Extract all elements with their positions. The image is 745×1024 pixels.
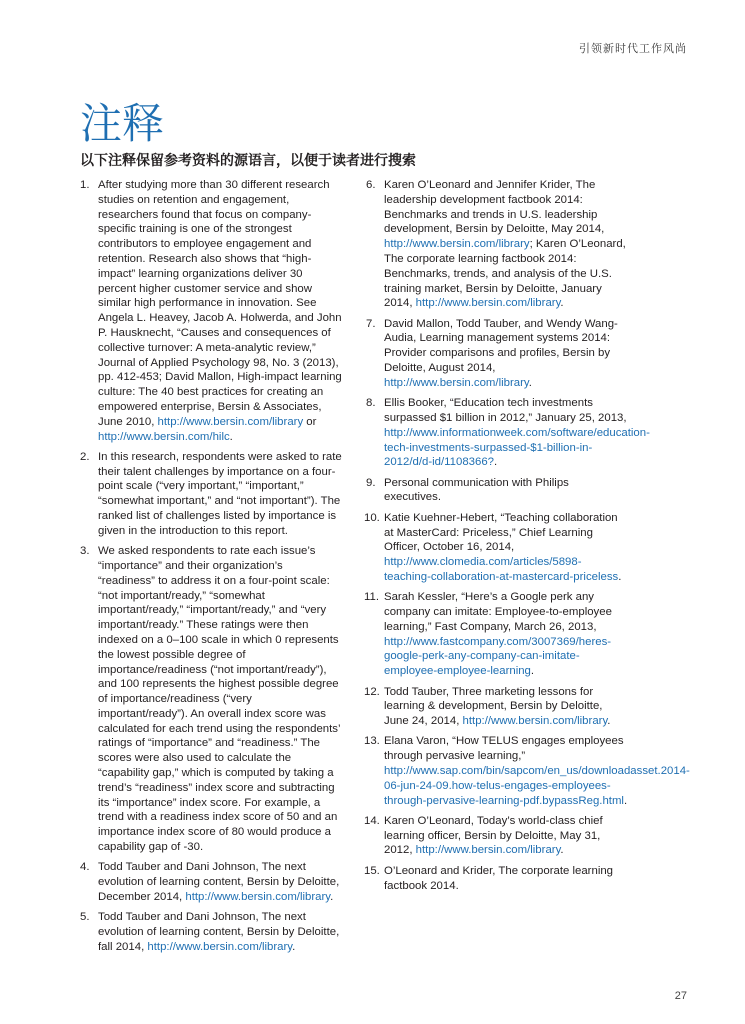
reference-link[interactable]: http://www.bersin.com/library (462, 715, 608, 728)
running-header: 引领新时代工作风尚 (579, 42, 687, 55)
endnote-item (366, 317, 628, 391)
endnote-text: Todd Tauber, Three marketing lessons for learning & development, Bersin by Deloitte, June 24, 2014, (384, 685, 603, 728)
endnote-number: 2. (80, 450, 90, 463)
endnote-number: 11. (364, 591, 379, 604)
endnote-text: We asked respondents to rate each issue’s “importance” and their organization’s “readiness” to address it on a four-point scale: “not important/ready,” “somewhat important/ready,” “important/ready,” and “very important/ready.” These ratings were then indexed on a 0–100 scale in which 0 represents the lowest possible degree of importance/readiness (“not important/ready”), and 100 represents the highest possible degree of importance/readiness (“very important/ready”). An overall index score was calculated for each trend using the respondents’ ratings of “importance” and “readiness.” The scores were also used to calculate the “capability gap,” which is computed by taking a trend’s “readiness” index score and subtracting its “importance” index score. For example, a trend with a readiness index score of 50 and an importance index score of 80 would produce a capability gap of -30. (98, 545, 341, 854)
endnote-number: 6. (366, 179, 376, 191)
reference-link[interactable]: http://www.bersin.com/library (384, 238, 530, 251)
endnote-number: 9. (366, 476, 376, 489)
endnote-number: 5. (80, 911, 90, 924)
reference-link[interactable]: http://www.bersin.com/library (147, 940, 293, 953)
endnote-text: Karen O’Leonard and Jennifer Krider, The leadership development factbook 2014: Benchmarks and trends in U.S. leadership development, Bersin by Deloitte, May 2014, (384, 179, 605, 236)
endnote-text: Katie Kuehner-Hebert, “Teaching collaboration at MasterCard: Priceless,” Chief Learning Officer, October 16, 2014, (384, 511, 618, 554)
reference-link[interactable]: http://www.clomedia.com/articles/5898-teaching-collaboration-at-mastercard-priceless (384, 556, 619, 583)
endnote-item (80, 450, 342, 539)
page-number: 27 (674, 990, 687, 1002)
endnote-item (366, 396, 650, 470)
endnote-text: Todd Tauber and Dani Johnson, The next evolution of learning content, Bersin by Deloitte, fall 2014, (98, 911, 340, 953)
endnote-number: 15. (364, 864, 380, 877)
endnote-text: Personal communication with Philips executives. (384, 476, 569, 504)
endnote-item (366, 814, 628, 858)
reference-link[interactable]: http://www.bersin.com/library (415, 297, 561, 310)
endnote-text: . (292, 940, 296, 953)
endnote-text: Todd Tauber and Dani Johnson, The next evolution of learning content, Bersin by Deloitte, December 2014, (98, 861, 340, 903)
endnote-text: Karen O’Leonard, Today’s world-class chief learning officer, Bersin by Deloitte, May 31, 2012, (384, 814, 603, 857)
endnote-text: . (607, 715, 611, 728)
endnote-item (366, 178, 628, 311)
endnote-text: Sarah Kessler, “Here’s a Google perk any company can imitate: Employee-to-employee learning,” Fast Company, March 26, 2013, (384, 591, 612, 633)
endnote-item (366, 685, 628, 729)
endnote-text: . (528, 376, 532, 389)
reference-link[interactable]: http://www.bersin.com/library (415, 844, 561, 857)
endnote-text: Elana Varon, “How TELUS engages employees through pervasive learning,” (384, 735, 624, 763)
endnote-item (80, 178, 342, 444)
endnote-text: . (623, 794, 628, 807)
reference-link[interactable]: http://www.informationweek.com/software/education-tech-investments-surpassed-$1-billion-in-2012/d/d-id/1108366? (384, 426, 650, 469)
endnote-text: In this research, respondents were asked to rate their talent challenges by importance on a four-point scale (“very important,” “important,” “somewhat important,” and “not important”). The ranked list of challenges listed by importance is given in the introduction to this report. (98, 450, 342, 537)
endnote-number: 13. (364, 735, 380, 748)
endnote-item (366, 590, 628, 679)
endnote-text: or (303, 415, 317, 428)
endnote-item (366, 864, 628, 894)
endnote-number: 8. (366, 397, 376, 410)
page-subtitle: 以下注释保留参考资料的源语言，以便于读者进行搜索 (80, 153, 416, 169)
endnote-text: . (560, 844, 564, 857)
endnote-text: David Mallon, Todd Tauber, and Wendy Wang-Audia, Learning management systems 2014: Provider comparisons and profiles, Bersin by Deloitte, August 2014, (384, 317, 618, 375)
endnote-number: 1. (80, 179, 90, 191)
endnote-text: Ellis Booker, “Education tech investments surpassed $1 billion in 2012,” January 25, 2013, (384, 397, 627, 424)
reference-link[interactable]: http://www.bersin.com/library (185, 890, 331, 903)
endnote-text: ; Karen O’Leonard, The corporate learning factbook 2014: Benchmarks, trends, and analysis of the U.S. training market, Bersin by Deloitte, January 2014, (384, 238, 626, 310)
endnote-item (80, 910, 342, 954)
endnote-number: 7. (366, 317, 376, 330)
page-title: 注释 (80, 99, 165, 148)
endnote-text: . (560, 297, 564, 310)
endnote-number: 14. (364, 814, 380, 827)
endnote-item (80, 544, 342, 855)
notes-column-left (80, 178, 342, 960)
endnote-item (366, 476, 628, 506)
endnote-item (80, 860, 342, 904)
endnote-number: 3. (80, 545, 90, 558)
endnote-number: 10. (364, 511, 380, 524)
reference-link[interactable]: http://www.bersin.com/library (157, 415, 304, 428)
endnote-number: 12. (364, 685, 380, 698)
endnote-item (366, 511, 628, 585)
reference-link[interactable]: http://www.bersin.com/hilc (98, 430, 230, 443)
endnote-text: After studying more than 30 different research studies on retention and engagement, researchers found that focus on company-specific training is one of the strongest contributors to employee engagement and retention. Research also shows that “high-impact” learning organizations deliver 30 percent higher customer service and show similar high performance in innovation. See Angela L. Heavey, Jacob A. Holwerda, and John P. Hausknecht, “Causes and consequences of collective turnover: A meta-analytic review,” Journal of Applied Psychology 98, No. 3 (2013), pp. 412-453; David Mallon, High-impact learning culture: The 40 best practices for creating an empowered enterprise, Bersin & Associates, June 2010, (98, 179, 342, 428)
reference-link[interactable]: http://www.fastcompany.com/3007369/heres-google-perk-any-company-can-imitate-employee-employee-learning (384, 635, 612, 678)
notes-column-right (364, 178, 690, 899)
endnote-number: 4. (80, 861, 90, 874)
endnote-text: O’Leonard and Krider, The corporate learning factbook 2014. (384, 864, 614, 892)
endnote-text: . (229, 430, 233, 443)
reference-link[interactable]: http://www.sap.com/bin/sapcom/en_us/downloadasset.2014-06-jun-24-09.how-telus-engages-employees-through-pervasive-learning-pdf.bypassReg.html (384, 764, 690, 807)
endnote-item (364, 734, 690, 808)
endnote-text: . (618, 570, 622, 583)
endnote-text: . (530, 665, 535, 678)
reference-link[interactable]: http://www.bersin.com/library (384, 376, 529, 389)
endnote-text: . (330, 890, 334, 903)
endnote-text: . (494, 456, 498, 469)
